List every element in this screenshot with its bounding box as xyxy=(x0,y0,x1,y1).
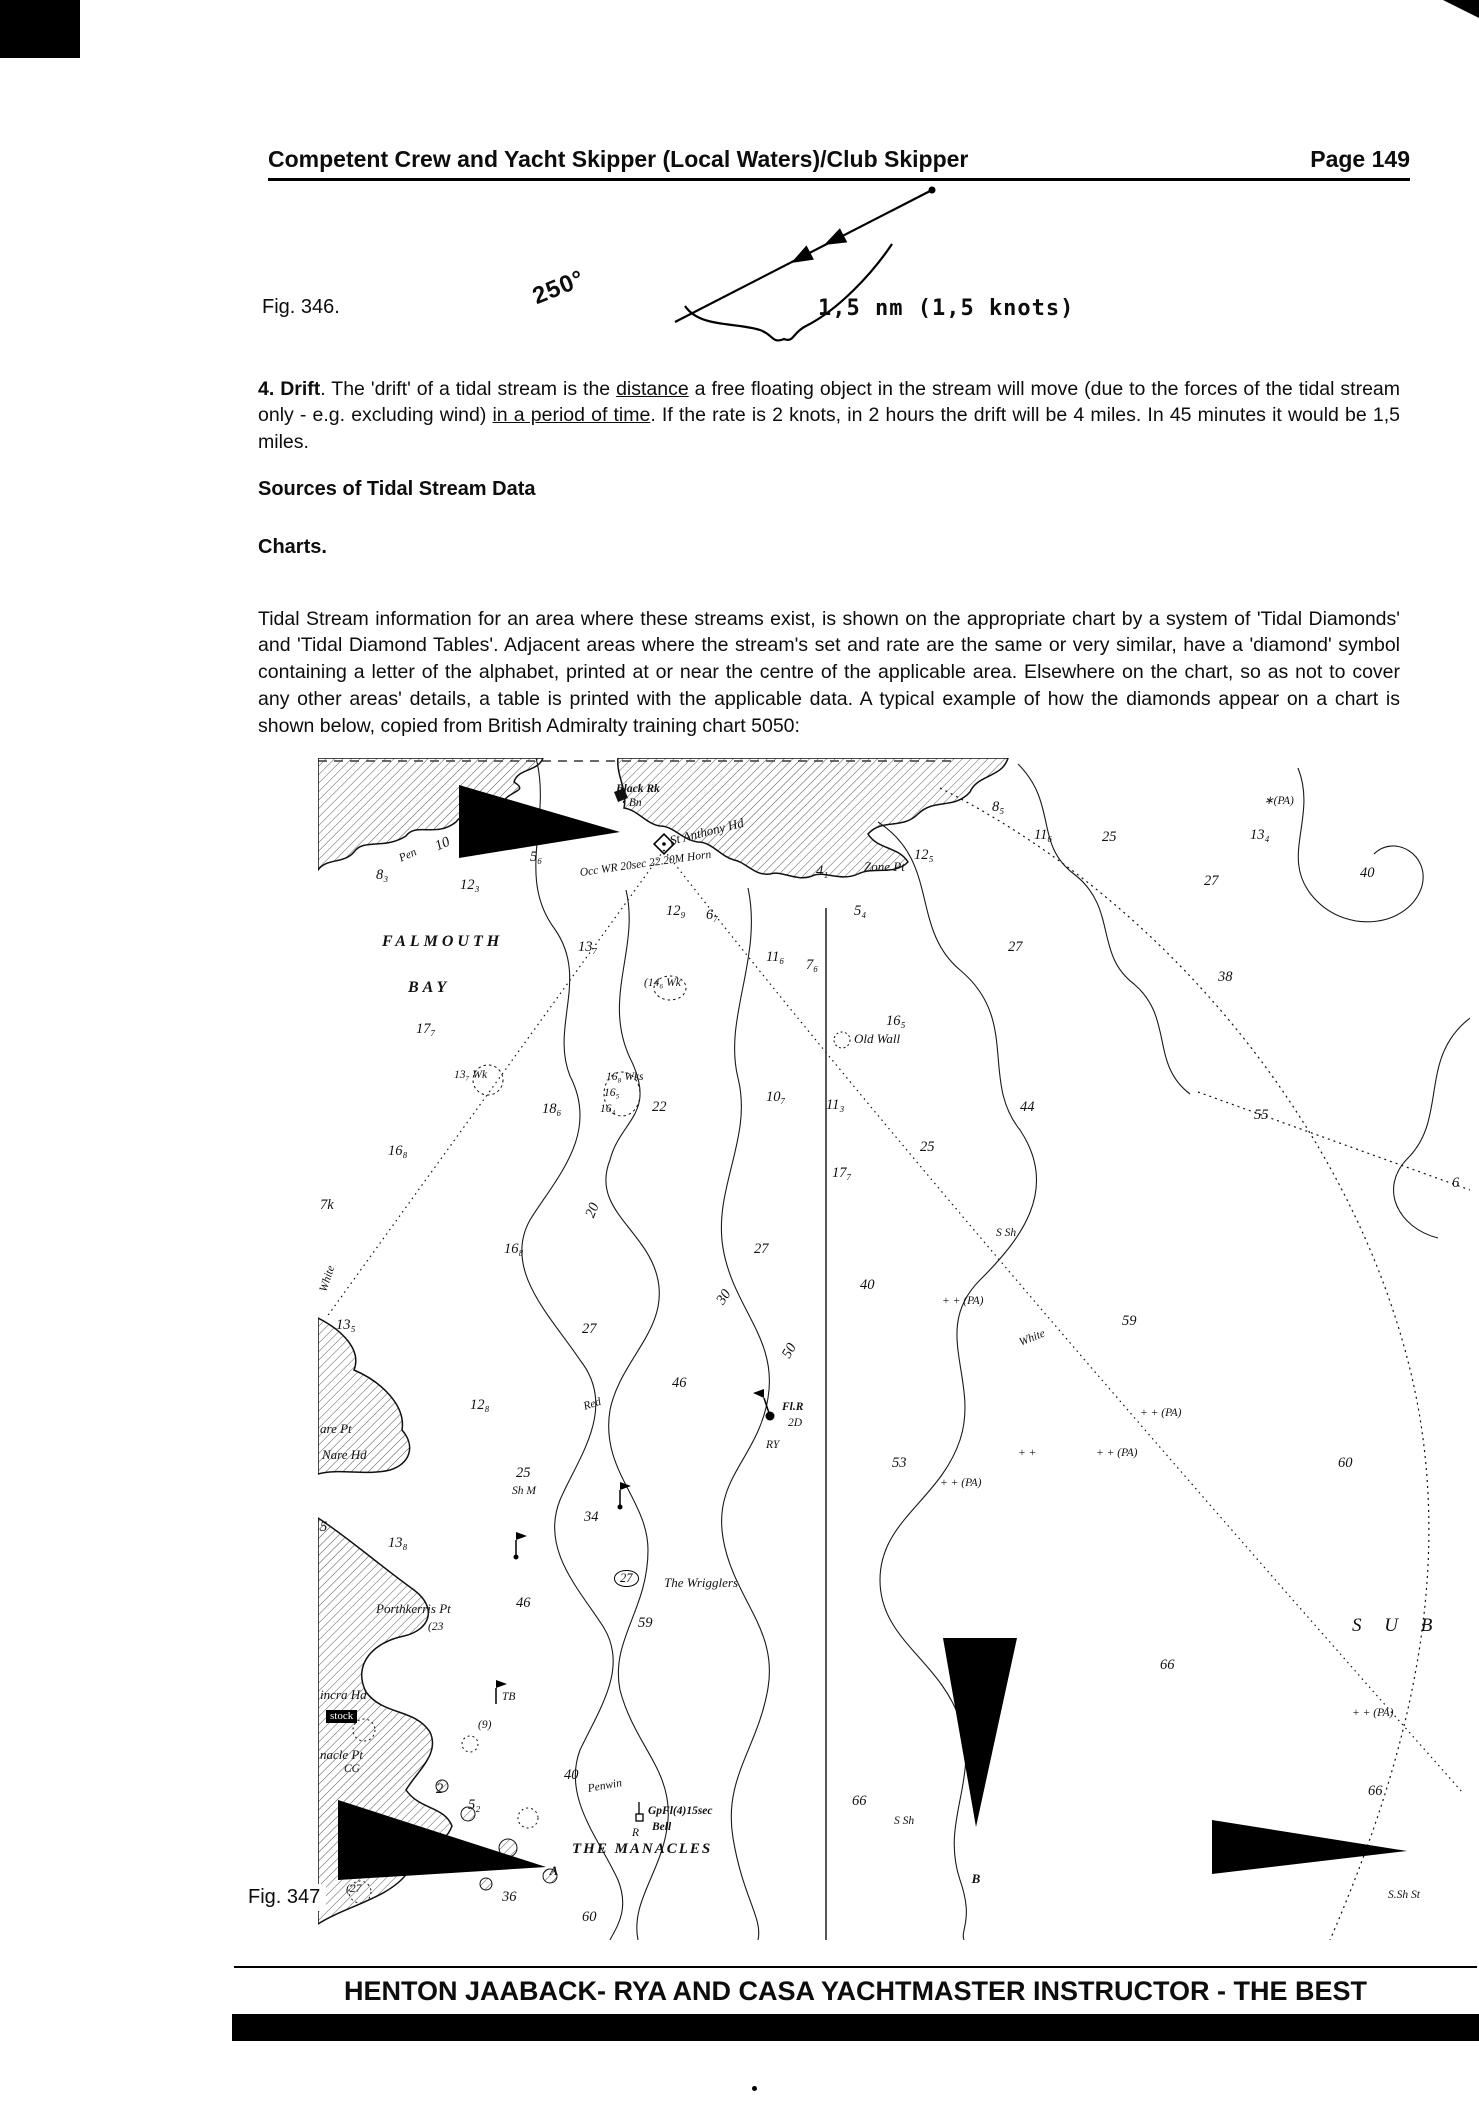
chart-label: 20 xyxy=(582,1200,603,1221)
chart-label: Black Rk xyxy=(616,783,660,795)
chart-label: ∗(PA) xyxy=(1264,795,1294,807)
drift-paragraph: 4. Drift. The 'drift' of a tidal stream is the distance a free floating object in the stream will move (due to the forces of the tidal stream only - e.g. excluding wind) in a period of time. If the rate is 2 knots, in 2 hours the drift will be 4 miles. In 45 minutes it would be 1,5 miles. xyxy=(258,377,1401,454)
chart-label: 11₆ xyxy=(766,949,785,965)
scan-artifact-top-right xyxy=(1443,0,1479,18)
chart-label: 16₈ Wks xyxy=(606,1071,644,1083)
chart-label: 8₃ xyxy=(376,867,389,883)
chart-label: B xyxy=(962,1864,990,1892)
chart-label: + + (PA) xyxy=(1352,1707,1394,1719)
charts-heading: Charts. xyxy=(258,536,327,558)
chart-label: 66 xyxy=(1160,1657,1175,1673)
chart-label: A xyxy=(540,1856,568,1884)
chart-label: nacle Pt xyxy=(320,1747,363,1762)
chart-label: 12₉ xyxy=(666,903,686,919)
chart-label: (14₆ Wk xyxy=(644,977,681,989)
chart-label: 59 xyxy=(638,1615,653,1631)
chart-label: 8₅ xyxy=(992,799,1005,815)
chart-label: 2 xyxy=(436,1781,444,1797)
chart-label: Fl.R xyxy=(782,1401,804,1413)
page-title: Competent Crew and Yacht Skipper (Local Waters)/Club Skipper xyxy=(268,146,969,172)
nautical-chart xyxy=(318,758,1470,1940)
chart-label: S Sh xyxy=(894,1815,915,1827)
chart-label: are Pt xyxy=(320,1421,352,1436)
chart-label: 12₈ xyxy=(470,1397,490,1413)
chart-label: 53 xyxy=(892,1455,907,1471)
chart-label: 34 xyxy=(584,1509,599,1525)
chart-label: 66 xyxy=(852,1793,867,1809)
figure-347-label: Fig. 347 xyxy=(248,1884,326,1911)
chart-label: 60 xyxy=(582,1909,597,1925)
chart-label: + + (PA) xyxy=(1096,1447,1138,1459)
chart-label: 27 xyxy=(582,1321,597,1337)
chart-label: 10 xyxy=(432,833,453,855)
chart-label: R xyxy=(632,1827,640,1839)
chart-label: 4₁ xyxy=(816,863,829,879)
chart-label: THE MANACLES xyxy=(572,1841,713,1857)
chart-label: BAY xyxy=(408,979,451,996)
chart-label: + + (PA) xyxy=(940,1477,982,1489)
chart-label: 27 xyxy=(754,1241,769,1257)
sources-heading: Sources of Tidal Stream Data xyxy=(258,478,536,500)
chart-label: 50 xyxy=(778,1340,800,1362)
chart-label: The Wrigglers xyxy=(664,1575,739,1590)
scan-artifact-dot xyxy=(752,2086,757,2091)
chart-label: FALMOUTH xyxy=(382,933,504,950)
chart-label: 60 xyxy=(1338,1455,1353,1471)
chart-label: 5₆ xyxy=(530,849,543,865)
chart-label: 7k xyxy=(320,1197,334,1213)
chart-label: 6 xyxy=(1452,1175,1460,1191)
chart-label: + + xyxy=(1018,1447,1037,1459)
chart-label xyxy=(1404,1842,1432,1870)
chart-label: TB xyxy=(502,1691,516,1703)
chart-label: Sh M xyxy=(512,1485,536,1497)
chart-label: 6₇ xyxy=(706,907,719,923)
chart-label: 11₃ xyxy=(826,1097,845,1113)
chart-label: Old Wall xyxy=(854,1031,901,1046)
chart-label: Zone Pt xyxy=(864,859,905,874)
chart-label: 22 xyxy=(652,1099,667,1115)
chart-label: 5₄ xyxy=(854,903,867,919)
chart-label: 46 xyxy=(516,1595,531,1611)
chart-label: incra Hd xyxy=(320,1687,367,1702)
scan-artifact-bottom-bar xyxy=(232,2014,1479,2041)
chart-label: 27 xyxy=(1204,873,1219,889)
chart-label: 66 xyxy=(1368,1783,1383,1799)
chart-label: 40 xyxy=(564,1767,579,1783)
chart-label: 17₇ xyxy=(416,1021,436,1037)
chart-label: Bell xyxy=(652,1821,672,1833)
chart-label: White xyxy=(1017,1327,1047,1349)
chart-label: stock xyxy=(326,1710,357,1723)
chart-label: 36 xyxy=(502,1889,517,1905)
chart-label: 5₂ xyxy=(468,1797,481,1813)
chart-label: RY xyxy=(766,1439,780,1451)
chart-label: 40 xyxy=(1360,865,1375,881)
brace-curve xyxy=(685,244,892,340)
stream-arrowhead-icon xyxy=(791,245,814,263)
chart-label: + + (PA) xyxy=(1140,1407,1182,1419)
chart-label: 12₅ xyxy=(914,847,934,863)
chart-label: Red xyxy=(581,1395,603,1413)
chart-label: 11₆ xyxy=(1034,827,1053,843)
chart-label: 46 xyxy=(672,1375,687,1391)
chart-label: 44 xyxy=(1020,1099,1035,1115)
chart-label: 16₅ xyxy=(886,1013,906,1029)
chart-label: 38 xyxy=(1218,969,1233,985)
chart-label: 25 xyxy=(920,1139,935,1155)
chart-label: 27 xyxy=(614,1570,639,1587)
chart-label: 16₅ xyxy=(604,1087,620,1099)
page-footer: HENTON JAABACK- RYA AND CASA YACHTMASTER INSTRUCTOR - THE BEST xyxy=(234,1966,1477,2007)
chart-label: 27 xyxy=(1008,939,1023,955)
chart-label: 13₅ xyxy=(336,1317,356,1333)
chart-label: S.Sh St xyxy=(1388,1889,1420,1901)
chart-label: S Sh xyxy=(996,1227,1017,1239)
chart-labels-layer xyxy=(318,758,1470,1940)
chart-label: 30 xyxy=(713,1286,735,1308)
chart-label: Penwin xyxy=(586,1777,623,1795)
chart-label: 17₇ xyxy=(832,1165,852,1181)
chart-label: 2D xyxy=(788,1417,803,1429)
stream-arrowhead-icon xyxy=(824,228,847,245)
chart-label: (9) xyxy=(478,1719,492,1731)
chart-label: S U B xyxy=(1352,1615,1442,1636)
chart-label: White xyxy=(317,1264,338,1294)
chart-label: 25 xyxy=(516,1465,531,1481)
chart-label: 13₇ xyxy=(578,939,598,955)
chart-label: (23 xyxy=(428,1621,444,1633)
bearing-label: 250° xyxy=(528,264,589,311)
chart-label: 16₈ xyxy=(388,1143,408,1159)
chart-label: St Anthony Hd xyxy=(668,814,746,848)
scan-artifact-top-left xyxy=(0,0,80,58)
chart-label: 13₇ Wk xyxy=(454,1069,488,1081)
figure-346-label: Fig. 346. xyxy=(262,296,340,318)
chart-label: 5 xyxy=(320,1519,328,1535)
chart-label: (27 xyxy=(346,1883,362,1895)
chart-label: 12₃ xyxy=(460,877,480,893)
chart-label: 40 xyxy=(860,1277,875,1293)
chart-label: 25 xyxy=(1102,829,1117,845)
chart-label: 59 xyxy=(1122,1313,1137,1329)
chart-label: 7₆ xyxy=(806,957,819,973)
chart-label: 10₇ xyxy=(766,1089,786,1105)
chart-label: Nare Hd xyxy=(322,1447,367,1462)
chart-label: 13₄ xyxy=(1250,827,1270,843)
chart-label: Porthkerris Pt xyxy=(376,1601,451,1616)
chart-label: • Bn xyxy=(622,797,642,809)
chart-label: Pen xyxy=(397,846,419,865)
chart-label: CG xyxy=(344,1763,360,1775)
chart-label: + + (PA) xyxy=(942,1295,984,1307)
line-end-dot xyxy=(929,187,936,194)
chart-label: GpFl(4)15sec xyxy=(648,1805,713,1817)
chart-label: Occ WR 20sec 22.20M Horn xyxy=(579,848,712,879)
chart-label: 16₄ xyxy=(600,1103,616,1115)
figure-346-caption: 1,5 nm (1,5 knots) xyxy=(818,296,1075,321)
chart-label: 55 xyxy=(1254,1107,1269,1123)
chart-label: 18₆ xyxy=(542,1101,562,1117)
chart-label: 13₈ xyxy=(388,1535,408,1551)
page-number: Page 149 xyxy=(1310,146,1410,172)
charts-paragraph: Tidal Stream information for an area where these streams exist, is shown on the appropriate chart by a system of 'Tidal Diamonds' and 'Tidal Diamond Tables'. Adjacent areas where the stream's set and rate are the same or very similar, have a 'diamond' symbol containing a letter of the alphabet, printed at or near the centre of the applicable area. Elsewhere on the chart, so as not to cover any other areas' details, a table is printed with the applicable data. A typical example of how the diamonds appear on a chart is shown below, copied from British Admiralty training chart 5050: xyxy=(258,607,1400,738)
chart-label: 16₈ xyxy=(504,1241,524,1257)
